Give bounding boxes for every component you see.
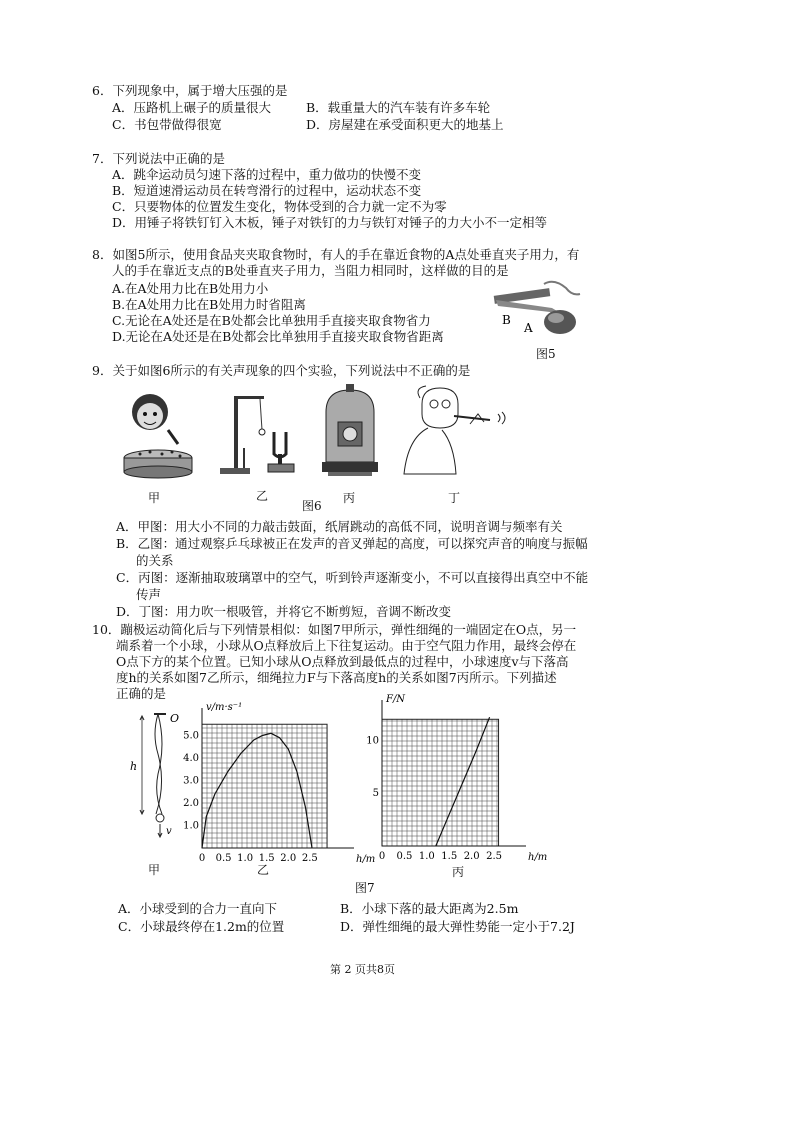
q8-stem-line2: 人的手在靠近支点的B处垂直夹子用力，当阻力相同时，这样做的目的是 <box>112 263 509 278</box>
velocity-chart-x-axis-label: h/m <box>356 854 376 865</box>
figure-7-label-bing: 丙 <box>452 865 465 879</box>
figure-7-label-yi: 乙 <box>257 863 270 877</box>
figure-5-label-b: B <box>502 313 511 327</box>
q7-option-c: C．只要物体的位置发生变化，物体受到的合力就一定不为零 <box>112 199 447 214</box>
figure-6-caption: 图6 <box>302 499 322 513</box>
figure-5-label-a: A <box>524 321 533 335</box>
velocity-chart-x-tick-label: 2.0 <box>280 853 297 864</box>
velocity-chart-grid <box>202 724 327 848</box>
figure-6-tuning-fork-illustration <box>214 392 300 478</box>
q6-option-a: A．压路机上碾子的质量很大 <box>112 100 272 115</box>
velocity-chart-y-tick-label: 3.0 <box>183 775 199 787</box>
force-chart-x-tick-label: 0.5 <box>396 851 413 862</box>
page-footer: 第 2 页共8页 <box>330 963 395 976</box>
velocity-chart-y-tick-label: 1.0 <box>183 820 199 832</box>
figure-6-straw-blowing-illustration <box>398 384 510 478</box>
figure-7-yi-velocity-chart <box>172 700 376 870</box>
velocity-chart-y-tick-label: 5.0 <box>183 730 199 742</box>
q8-stem-line1: 8．如图5所示，使用食品夹夹取食物时，有人的手在靠近食物的A点处垂直夹子用力，有 <box>92 247 580 262</box>
q8-option-c: C.无论在A处还是在B处都会比单独用手直接夹取食物省力 <box>112 313 431 328</box>
figure-7-jia-o-label: O <box>170 712 180 725</box>
force-chart-y-tick-label: 10 <box>366 735 379 747</box>
force-chart-x-axis-label: h/m <box>528 852 548 863</box>
velocity-chart-x-tick-label: 1.5 <box>258 853 275 864</box>
q8-option-d: D.无论在A处还是在B处都会比单独用手直接夹取食物省距离 <box>112 329 444 344</box>
q6-option-d: D．房屋建在承受面积更大的地基上 <box>306 117 504 132</box>
force-chart-x-tick-label: 2.0 <box>463 851 480 862</box>
q9-option-c-line1: C．丙图：逐渐抽取玻璃罩中的空气，听到铃声逐渐变小，不可以直接得出真空中不能 <box>116 570 589 585</box>
force-chart-x-tick-label: 0 <box>378 851 386 862</box>
figure-7-caption: 图7 <box>355 881 375 895</box>
q10-option-b: B．小球下落的最大距离为2.5m <box>340 901 519 916</box>
q7-stem: 7．下列说法中正确的是 <box>92 151 225 166</box>
force-chart-y-tick-label: 5 <box>372 788 379 800</box>
q9-option-b-line1: B．乙图：通过观察乒乓球被正在发声的音叉弹起的高度，可以探究声音的响度与振幅 <box>116 536 588 551</box>
q9-option-a: A．甲图：用大小不同的力敲击鼓面，纸屑跳动的高低不同，说明音调与频率有关 <box>116 519 563 534</box>
figure-6-label-yi: 乙 <box>256 489 269 503</box>
force-chart-y-axis-label: F/N <box>386 694 406 705</box>
q10-option-d: D．弹性细绳的最大弹性势能一定小于7.2J <box>340 919 575 934</box>
figure-7-jia-v-label: v <box>166 826 172 837</box>
figure-7-bing-force-chart <box>362 694 548 870</box>
figure-7-jia-h-label: h <box>130 760 138 773</box>
q9-stem: 9．关于如图6所示的有关声现象的四个实验，下列说法中不正确的是 <box>92 363 471 378</box>
figure-7-label-jia: 甲 <box>148 863 161 877</box>
figure-6-drum-illustration <box>120 388 194 480</box>
force-chart-data-line <box>436 717 490 846</box>
q6-option-c: C．书包带做得很宽 <box>112 117 222 132</box>
velocity-chart-y-axis-label: v/m·s⁻¹ <box>206 702 243 713</box>
q10-option-a: A．小球受到的合力一直向下 <box>118 901 278 916</box>
q8-option-b: B.在A处用力比在B处用力时省阻离 <box>112 297 306 312</box>
q7-option-b: B．短道速滑运动员在转弯滑行的过程中，运动状态不变 <box>112 183 422 198</box>
velocity-chart-x-tick-label: 0.5 <box>215 853 232 864</box>
q6-option-b: B．载重量大的汽车装有许多车轮 <box>306 100 491 115</box>
q9-option-b-line2: 的关系 <box>136 553 174 568</box>
q7-option-a: A．跳伞运动员匀速下落的过程中，重力做功的快慢不变 <box>112 167 422 182</box>
figure-6-label-jia: 甲 <box>148 491 161 505</box>
q9-option-c-line2: 传声 <box>136 587 162 602</box>
figure-6-label-bing: 丙 <box>343 491 356 505</box>
figure-5-caption: 图5 <box>536 347 556 361</box>
force-chart-x-tick-label: 1.5 <box>441 851 458 862</box>
q7-option-d: D．用锤子将铁钉钉入木板，锤子对铁钉的力与铁钉对锤子的力大小不一定相等 <box>112 215 548 230</box>
velocity-chart-x-tick-label: 2.5 <box>301 853 318 864</box>
velocity-chart-y-tick-label: 4.0 <box>183 753 199 764</box>
figure-6-bell-jar-illustration <box>320 384 380 478</box>
velocity-chart-y-tick-label: 2.0 <box>183 798 199 809</box>
q9-option-d: D．丁图：用力吹一根吸管，并将它不断剪短，音调不断改变 <box>116 604 452 619</box>
q10-stem-line3: O点下方的某个位置。已知小球从O点释放到最低点的过程中，小球速度v与下落高 <box>116 654 569 669</box>
velocity-chart-x-tick-label: 0 <box>198 853 206 864</box>
q6-stem: 6．下列现象中，属于增大压强的是 <box>92 83 288 98</box>
velocity-chart-x-tick-label: 1.0 <box>237 853 254 864</box>
q8-option-a: A.在A处用力比在B处用力小 <box>112 281 269 296</box>
figure-6-label-ding: 丁 <box>448 491 461 505</box>
q10-stem-line4: 度h的关系如图7乙所示，细绳拉力F与下落高度h的关系如图7丙所示。下列描述 <box>116 670 557 685</box>
figure-5-tongs-illustration <box>492 278 584 344</box>
force-chart-x-tick-label: 1.0 <box>418 851 435 862</box>
q10-option-c: C．小球最终停在1.2m的位置 <box>118 919 285 934</box>
q10-stem-line5: 正确的是 <box>116 686 167 701</box>
q10-stem-line2: 端系着一个小球，小球从O点释放后上下往复运动。由于空气阻力作用，最终会停在 <box>116 638 577 653</box>
q10-stem-line1: 10．蹦极运动简化后与下列情景相似：如图7甲所示，弹性细绳的一端固定在O点，另一 <box>92 622 577 637</box>
force-chart-x-tick-label: 2.5 <box>486 851 503 862</box>
